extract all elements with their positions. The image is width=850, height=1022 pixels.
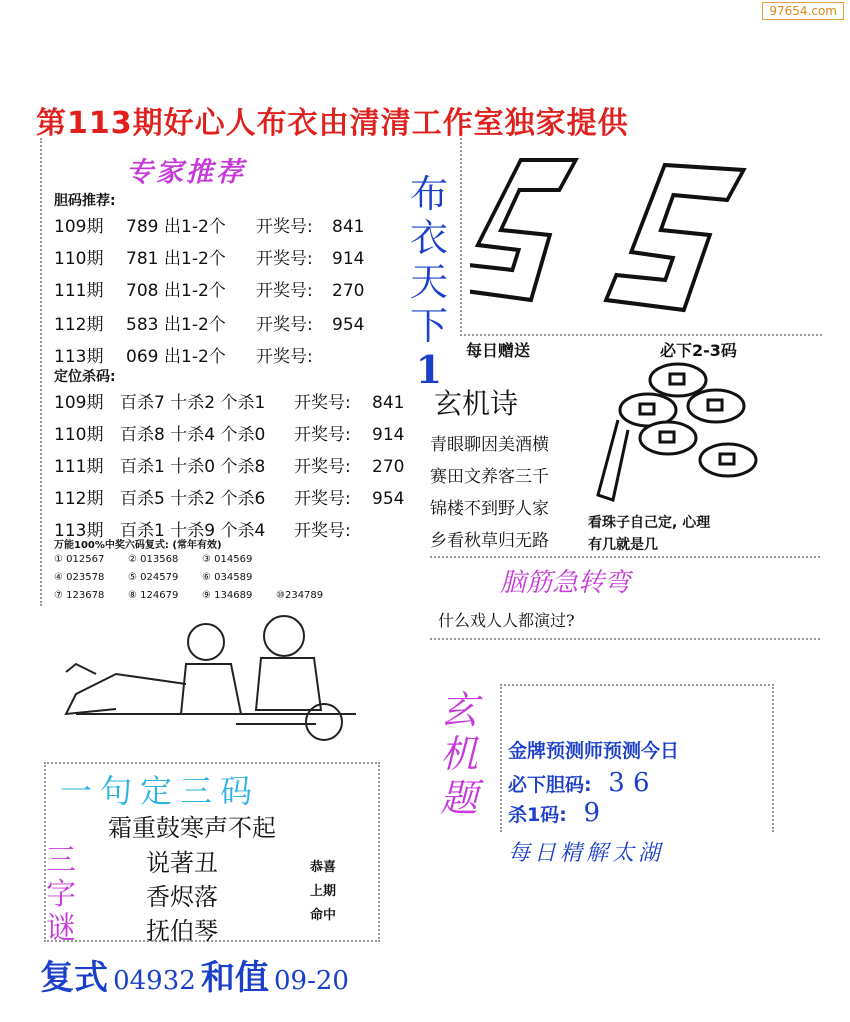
poem-line: 青眼聊因美酒横 xyxy=(430,435,549,455)
dan-row: 111期 708 出1-2个 开奖号: 270 xyxy=(54,281,365,301)
daily-gift-label: 每日赠送 xyxy=(466,341,531,360)
kill-row: 109期 百杀7 十杀2 个杀1 开奖号: 841 xyxy=(54,393,405,413)
xuanji-line1: 金牌预测师预测今日 xyxy=(508,740,680,762)
yiju-title: 一句定三码 xyxy=(60,772,261,810)
combo-row: ⑦ 123678 ⑧ 124679 ⑨ 134689 ⑩234789 xyxy=(54,590,324,601)
coins-graphic xyxy=(588,360,768,508)
sanzi-lines: 说著丑 香烬落 抚伯琴 xyxy=(146,849,218,945)
dan-row: 109期 789 出1-2个 开奖号: 841 xyxy=(54,217,365,237)
watermark: 97654.com xyxy=(762,2,844,20)
xuanji-label: 玄 机 题 xyxy=(440,688,479,820)
expert-title: 专家推荐 xyxy=(126,157,246,188)
kill-row: 112期 百杀5 十杀2 个杀6 开奖号: 954 xyxy=(54,489,405,509)
combo-row: ④ 023578 ⑤ 024579 ⑥ 034589 xyxy=(54,572,253,583)
number-graphic xyxy=(470,140,790,330)
combo-row: ① 012567 ② 013568 ③ 014569 xyxy=(54,554,253,565)
kill-row: 111期 百杀1 十杀0 个杀8 开奖号: 270 xyxy=(54,457,405,477)
sanzi-congrats: 恭喜 上期 命中 xyxy=(310,860,337,923)
dan-row: 113期 069 出1-2个 开奖号: xyxy=(54,347,313,367)
sanzi-label: 三 字 谜 xyxy=(46,843,76,946)
buyi-vertical-title: 布 衣 天 下 1 xyxy=(409,172,448,392)
combo-title: 万能100%中奖六码复式: (常年有效) xyxy=(54,540,222,551)
xuanji-footer: 每日精解太湖 xyxy=(508,841,665,866)
poem-line: 锦楼不到野人家 xyxy=(430,499,549,519)
poem-title: 玄机诗 xyxy=(434,387,519,420)
yiju-riddle: 霜重鼓寒声不起 xyxy=(108,814,276,842)
xuanji-line2: 必下胆码: 3 6 xyxy=(508,768,650,798)
kill-row: 110期 百杀8 十杀4 个杀0 开奖号: 914 xyxy=(54,425,405,445)
kill-label: 定位杀码: xyxy=(54,369,116,385)
fushi-line: 复式 04932 和值 09-20 xyxy=(40,958,349,998)
boys-cart-illustration xyxy=(56,614,366,744)
kill-row: 113期 百杀1 十杀9 个杀4 开奖号: xyxy=(54,521,351,541)
brain-title: 脑筋急转弯 xyxy=(500,568,631,598)
must-pick-label: 必下2-3码 xyxy=(660,341,737,360)
coin-caption: 看珠子自己定, 心理 有几就是几 xyxy=(588,515,711,553)
dan-row: 112期 583 出1-2个 开奖号: 954 xyxy=(54,315,365,335)
poem-line: 赛田文养客三千 xyxy=(430,467,549,487)
page-title: 第113期好心人布衣由清清工作室独家提供 xyxy=(36,106,629,141)
brain-question: 什么戏人人都演过? xyxy=(438,611,575,630)
poem-line: 乡看秋草归无路 xyxy=(430,531,549,551)
xuanji-line3: 杀1码: 9 xyxy=(508,798,600,828)
dan-label: 胆码推荐: xyxy=(54,193,116,209)
dan-row: 110期 781 出1-2个 开奖号: 914 xyxy=(54,249,365,269)
